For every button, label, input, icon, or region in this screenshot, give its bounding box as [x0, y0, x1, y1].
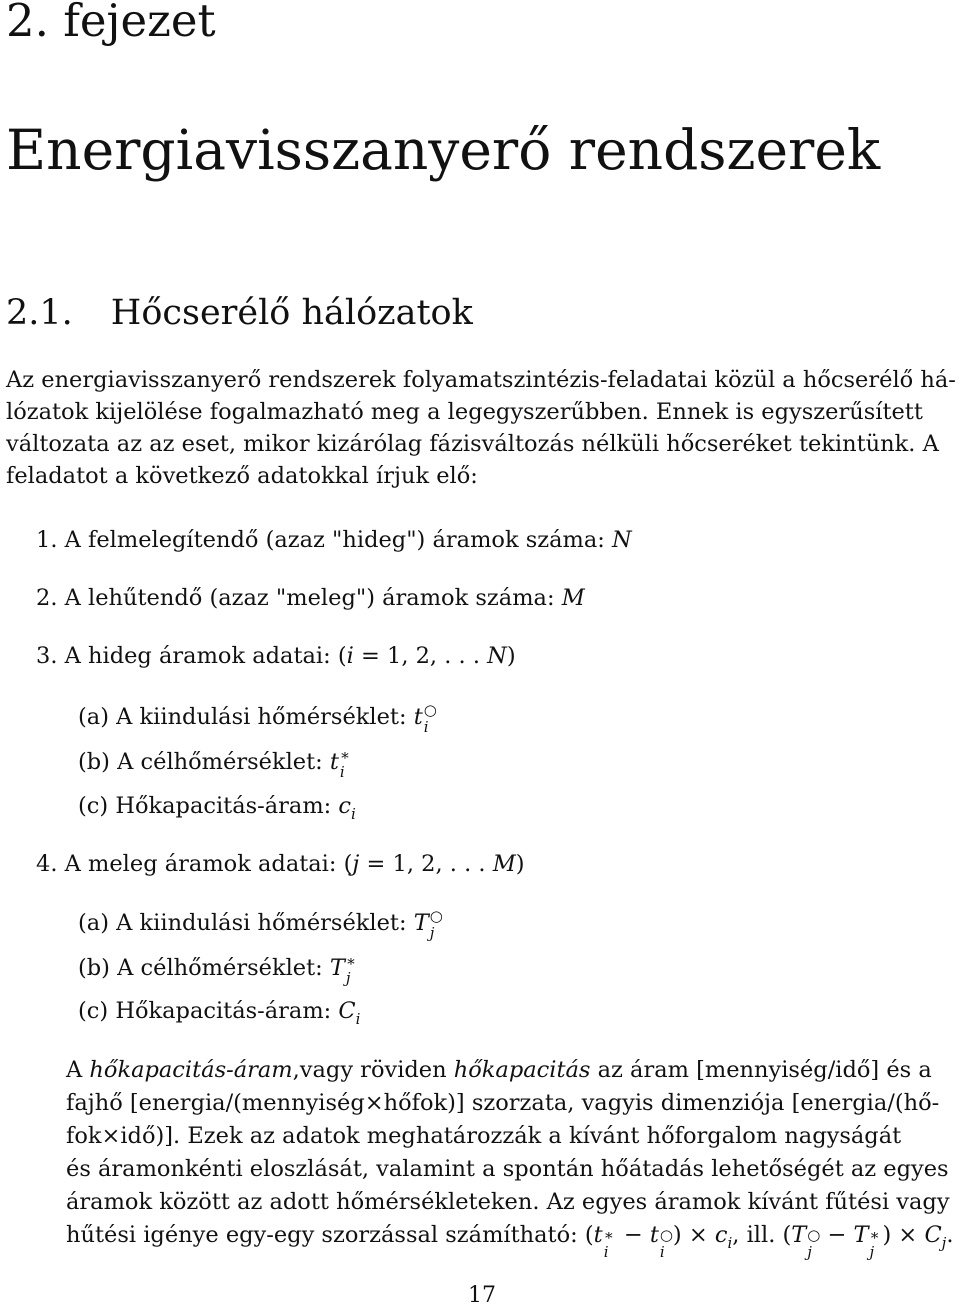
symbol-t: t: [329, 749, 339, 775]
symbol-c: c: [338, 793, 352, 819]
symbol-t: t: [413, 704, 423, 730]
subscript: j: [429, 924, 435, 942]
range-open: (: [337, 643, 347, 669]
chapter-number: 2. fejezet: [6, 0, 216, 47]
list-item-3b-text: A célhőmérséklet:: [117, 749, 323, 775]
range-mid: = 1, 2, . . .: [353, 643, 488, 669]
subscript: i: [351, 805, 356, 823]
subscript: i: [355, 1010, 361, 1028]
intro-line-2: lózatok kijelölése fogalmazható meg a legegyszerűbben. Ennek is egyszerűsített: [6, 399, 923, 425]
list-item-4b: [78, 952, 359, 987]
list-item-4b-text: A célhőmérséklet:: [117, 955, 323, 981]
superscript: ∗: [345, 952, 357, 970]
term-heat-capacity-flow: hőkapacitás-áram: [89, 1057, 293, 1083]
superscript: ∗: [339, 746, 351, 764]
list-item-4a-text: A kiindulási hőmérséklet:: [116, 910, 407, 936]
symbol-T: T: [329, 955, 345, 981]
term-heat-capacity: hőkapacitás: [453, 1057, 591, 1083]
section-heading: [6, 293, 473, 333]
superscript: ○: [429, 907, 443, 925]
list-item-3a: [78, 701, 437, 736]
list-item-3b-label: (b): [78, 749, 110, 775]
page-number: 17: [468, 1283, 496, 1308]
closing-line-6: hűtési igénye egy-egy szorzással számítható: (t ∗ i − t ○ i ) × $c_i$, ill. (T ○ j − T ∗ j ) × $C_j$.: [66, 1222, 954, 1261]
list-item-1-number: 1.: [36, 527, 58, 553]
list-item-2-number: 2.: [36, 585, 58, 611]
list-item-4: [36, 851, 525, 877]
range-var: j: [352, 851, 360, 877]
intro-line-4: feladatot a következő adatokkal írjuk elő:: [6, 463, 478, 489]
subscript: i: [339, 763, 345, 781]
section-title: Hőcserélő hálózatok: [110, 293, 473, 333]
list-item-3c: [78, 793, 356, 823]
list-item-1-text: A felmelegítendő (azaz "hideg") áramok száma:: [64, 527, 605, 553]
list-item-4-number: 4.: [36, 851, 58, 877]
range-mid: = 1, 2, . . .: [359, 851, 493, 877]
range-close: ): [506, 643, 516, 669]
closing-line-1: A hőkapacitás-áram,vagy röviden hőkapacitás az áram [mennyiség/idő] és a: [66, 1057, 932, 1083]
range-var: i: [346, 643, 354, 669]
list-item-3a-label: (a): [78, 704, 109, 730]
chapter-title: Energiavisszanyerő rendszerek: [6, 118, 881, 182]
list-item-3c-text: Hőkapacitás-áram:: [115, 793, 332, 819]
list-item-4c-label: (c): [78, 998, 109, 1024]
list-item-4-text: A meleg áramok adatai:: [64, 851, 337, 877]
section-number: 2.1.: [6, 293, 73, 333]
formula-cooling: (T ○ j − T ∗ j ) × $C_j$.: [782, 1222, 954, 1261]
list-item-4a-label: (a): [78, 910, 109, 936]
range-end: M: [492, 851, 516, 877]
range-close: ): [515, 851, 525, 877]
range-end: N: [487, 643, 507, 669]
closing-line-3: fok×idő)]. Ezek az adatok meghatározzák a kívánt hőforgalom nagyságát: [66, 1123, 902, 1149]
list-item-1-symbol: N: [612, 527, 632, 553]
list-item-1: [36, 527, 632, 553]
closing-paragraph: [66, 1054, 956, 1261]
list-item-3c-label: (c): [78, 793, 109, 819]
list-item-2-text: A lehűtendő (azaz "meleg") áramok száma:: [64, 585, 555, 611]
closing-line-4: és áramonkénti eloszlását, valamint a spontán hőátadás lehetőségét az egyes: [66, 1156, 949, 1182]
list-item-4b-label: (b): [78, 955, 110, 981]
intro-line-1: Az energiavisszanyerő rendszerek folyamatszintézis-feladatai közül a hőcserélő há-: [6, 367, 956, 393]
list-item-2: [36, 585, 585, 611]
closing-line-5: áramok között az adott hőmérsékleteken. Az egyes áramok kívánt fűtési vagy: [66, 1189, 950, 1215]
list-item-3a-text: A kiindulási hőmérséklet:: [116, 704, 407, 730]
list-item-3-number: 3.: [36, 643, 58, 669]
closing-line-2: fajhő [energia/(mennyiség×hőfok)] szorzata, vagyis dimenziója [energia/(hő-: [66, 1090, 940, 1116]
list-item-4c: [78, 998, 361, 1028]
list-item-4a: [78, 907, 443, 942]
subscript: i: [423, 718, 429, 736]
superscript: ○: [423, 701, 437, 719]
list-item-2-symbol: M: [561, 585, 585, 611]
symbol-C: C: [338, 998, 356, 1024]
list-item-3b: [78, 746, 353, 781]
list-item-4c-text: Hőkapacitás-áram:: [115, 998, 332, 1024]
list-item-3: [36, 643, 516, 669]
subscript: j: [345, 969, 351, 987]
list-item-3-text: A hideg áramok adatai:: [64, 643, 331, 669]
intro-line-3: változata az az eset, mikor kizárólag fázisváltozás nélküli hőcseréket tekintünk. A: [6, 431, 939, 457]
formula-heating: (t ∗ i − t ○ i ) × $c_i$: [584, 1222, 733, 1261]
intro-paragraph: [6, 364, 956, 492]
range-open: (: [343, 851, 353, 877]
symbol-T: T: [413, 910, 429, 936]
